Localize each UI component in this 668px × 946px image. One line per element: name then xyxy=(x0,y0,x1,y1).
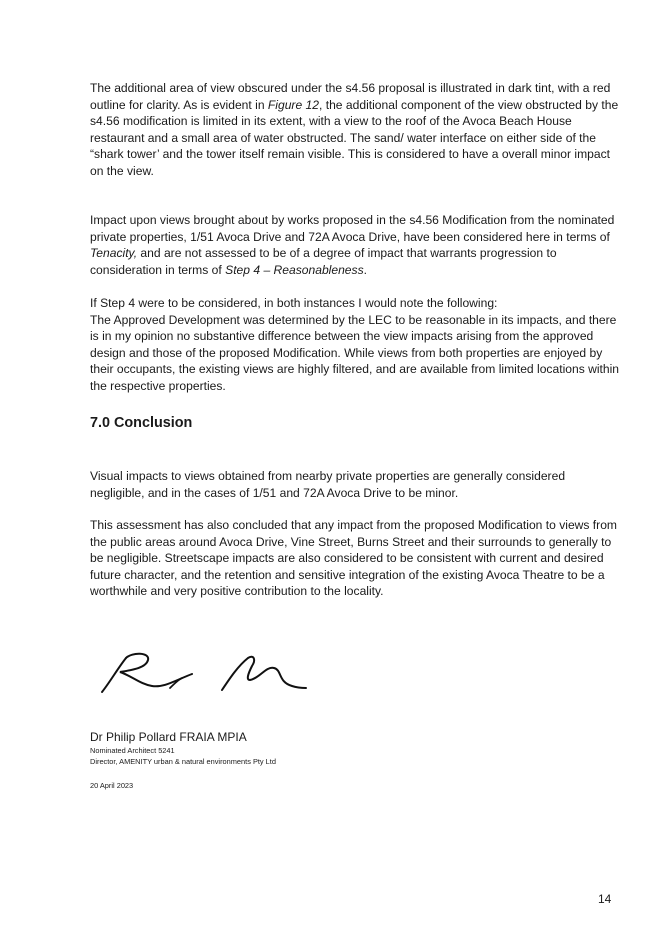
signatory-name: Dr Philip Pollard FRAIA MPIA xyxy=(90,730,247,744)
step4-term: Step 4 – Reasonableness xyxy=(225,262,364,277)
text-run: . xyxy=(363,262,368,277)
section-heading-conclusion: 7.0 Conclusion xyxy=(90,415,193,431)
paragraph-step4 xyxy=(90,295,620,395)
figure-reference: Figure 12 xyxy=(267,97,319,112)
text-run: and are not assessed to be of a degree of impact that warrants progression to consideration in terms of xyxy=(90,246,557,277)
page-number: 14 xyxy=(598,892,612,906)
signatory-position: Director, AMENITY urban & natural environments Pty Ltd xyxy=(90,757,276,766)
text-run: Impact upon views brought about by works proposed in the s4.56 Modification from the nominated private properties, 1/51 Avoca Drive and 72A Avoca Drive, have been considered here in terms of xyxy=(90,213,615,244)
text-run: The Approved Development was determined by the LEC to be reasonable in its impacts, and there is in my opinion no substantive difference between the view impacts arising from the approved design and those of the proposed Modification. While views from both properties are enjoyed by their occupants, the existing views are highly filtered, and are available from limited locations within the respective properties. xyxy=(90,312,620,393)
signatory-registration: Nominated Architect 5241 xyxy=(90,746,175,755)
text-run: The additional area of view obscured under the s4.56 proposal is illustrated in dark tint, with a red outline for clarity. As is evident in xyxy=(90,81,611,112)
paragraph-view-obscured xyxy=(90,80,620,180)
paragraph-impact-tenacity xyxy=(90,212,620,278)
handwritten-signature xyxy=(96,648,316,710)
paragraph-conclusion-private: Visual impacts to views obtained from nearby private properties are generally considered negligible, and in the cases of 1/51 and 72A Avoca Drive to be minor. xyxy=(90,469,566,500)
paragraph-conclusion-public: This assessment has also concluded that any impact from the proposed Modification to views from the public areas around Avoca Drive, Vine Street, Burns Street and their surrounds to generally to be negligible. Streetscape impacts are also considered to be consistent with current and desired future character, and the retention and sensitive integration of the existing Avoca Theatre to be a worthwhile and very positive contribution to the locality. xyxy=(90,518,617,599)
text-run: , the additional component of the view obstructed by the s4.56 modification is limited in its extent, with a view to the roof of the Avoca Beach House restaurant and a small area of water obstructed. The sand/ water interface on either side of the “shark tower’ and the tower itself remain visible. This is considered to have a overall minor impact on the view. xyxy=(90,97,619,178)
document-date: 20 April 2023 xyxy=(90,781,134,790)
text-run: If Step 4 were to be considered, in both instances I would note the following: xyxy=(90,296,498,310)
tenacity-term: Tenacity, xyxy=(90,246,138,261)
